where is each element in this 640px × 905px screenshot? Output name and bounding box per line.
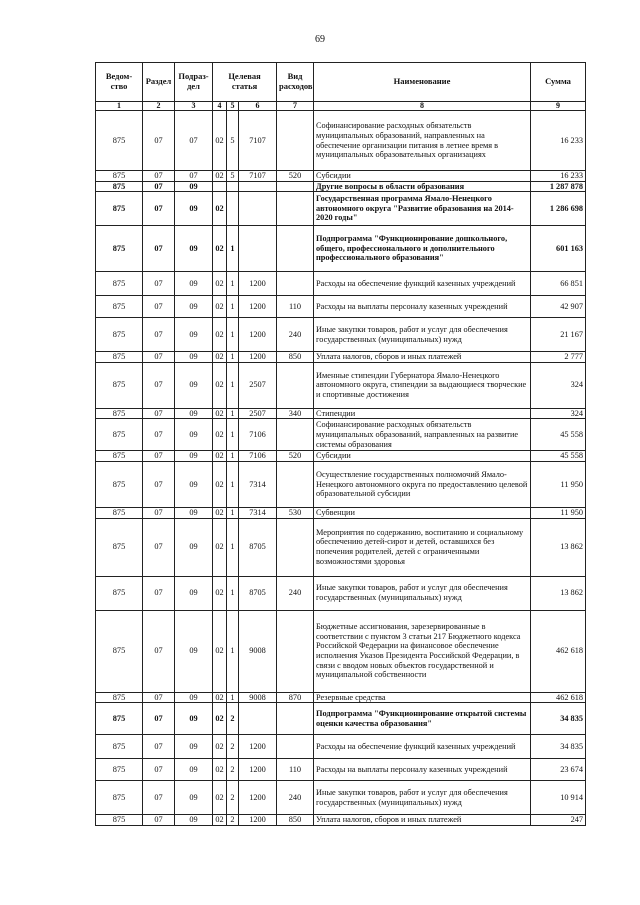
cell-target-code: 1200	[239, 296, 277, 318]
cell-expense-type	[277, 226, 314, 272]
cell-target-program: 02	[213, 610, 227, 692]
cell-ved: 875	[96, 171, 143, 182]
cell-expense-type	[277, 419, 314, 451]
cell-razdel: 07	[143, 692, 175, 703]
cell-name: Иные закупки товаров, работ и услуг для обеспечения государственных (муниципальных) нужд	[314, 781, 531, 815]
cell-expense-type	[277, 111, 314, 171]
cell-expense-type: 870	[277, 692, 314, 703]
cell-name: Иные закупки товаров, работ и услуг для обеспечения государственных (муниципальных) нужд	[314, 576, 531, 610]
cell-ved: 875	[96, 318, 143, 352]
cell-razdel: 07	[143, 111, 175, 171]
cell-ved: 875	[96, 461, 143, 507]
cell-target-program: 02	[213, 461, 227, 507]
cell-target-program: 02	[213, 735, 227, 759]
cell-target-code: 1200	[239, 735, 277, 759]
cell-podrazdel: 09	[175, 181, 213, 192]
cell-target-program: 02	[213, 226, 227, 272]
cell-podrazdel: 09	[175, 759, 213, 781]
table-row	[96, 507, 586, 518]
cell-target-subprogram: 2	[227, 759, 239, 781]
cell-target-subprogram: 5	[227, 171, 239, 182]
cell-sum: 247	[531, 815, 586, 826]
cell-podrazdel: 09	[175, 576, 213, 610]
table-row	[96, 518, 586, 576]
cell-name: Уплата налогов, сборов и иных платежей	[314, 815, 531, 826]
header-name: Наименование	[314, 63, 531, 102]
cell-sum: 66 851	[531, 272, 586, 296]
cell-razdel: 07	[143, 408, 175, 419]
cell-name: Именные стипендии Губернатора Ямало-Ненецкого автономного округа, стипендии за выдающиеся творческие и спортивные достижения	[314, 362, 531, 408]
cell-target-code: 1200	[239, 272, 277, 296]
cell-target-program: 02	[213, 815, 227, 826]
cell-razdel: 07	[143, 507, 175, 518]
cell-podrazdel: 09	[175, 451, 213, 462]
cell-podrazdel: 07	[175, 171, 213, 182]
cell-razdel: 07	[143, 419, 175, 451]
header-podrazdel: Подраз-дел	[175, 63, 213, 102]
cell-target-subprogram: 5	[227, 111, 239, 171]
cell-target-program: 02	[213, 692, 227, 703]
cell-ved: 875	[96, 507, 143, 518]
cell-target-program: 02	[213, 518, 227, 576]
table-row	[96, 815, 586, 826]
cell-sum: 11 950	[531, 507, 586, 518]
cell-name: Осуществление государственных полномочий Ямало-Ненецкого автономного округа по предоставлению целевой образовательной субсидии	[314, 461, 531, 507]
cell-sum: 45 558	[531, 451, 586, 462]
cell-target-subprogram: 1	[227, 352, 239, 363]
cell-ved: 875	[96, 735, 143, 759]
cell-podrazdel: 09	[175, 296, 213, 318]
cell-expense-type	[277, 362, 314, 408]
cell-razdel: 07	[143, 781, 175, 815]
table-row	[96, 192, 586, 226]
cell-podrazdel: 09	[175, 781, 213, 815]
cell-target-subprogram: 1	[227, 272, 239, 296]
cell-target-program: 02	[213, 296, 227, 318]
cell-expense-type	[277, 192, 314, 226]
cell-podrazdel: 09	[175, 815, 213, 826]
cell-expense-type	[277, 518, 314, 576]
cell-razdel: 07	[143, 318, 175, 352]
column-number: 6	[239, 102, 277, 111]
cell-podrazdel: 09	[175, 352, 213, 363]
cell-target-code: 8705	[239, 518, 277, 576]
column-number-row	[96, 102, 586, 111]
cell-podrazdel: 09	[175, 518, 213, 576]
cell-razdel: 07	[143, 226, 175, 272]
cell-target-subprogram	[227, 181, 239, 192]
cell-sum: 13 862	[531, 518, 586, 576]
cell-sum: 2 777	[531, 352, 586, 363]
header-sum: Сумма	[531, 63, 586, 102]
cell-expense-type: 110	[277, 759, 314, 781]
column-number: 1	[96, 102, 143, 111]
cell-razdel: 07	[143, 171, 175, 182]
cell-podrazdel: 09	[175, 362, 213, 408]
cell-target-code: 1200	[239, 759, 277, 781]
cell-expense-type: 240	[277, 318, 314, 352]
cell-name: Другие вопросы в области образования	[314, 181, 531, 192]
table-row	[96, 735, 586, 759]
cell-target-code	[239, 181, 277, 192]
cell-sum: 10 914	[531, 781, 586, 815]
cell-razdel: 07	[143, 576, 175, 610]
cell-target-subprogram: 2	[227, 735, 239, 759]
table-row	[96, 352, 586, 363]
cell-expense-type: 110	[277, 296, 314, 318]
cell-sum: 42 907	[531, 296, 586, 318]
cell-name: Расходы на выплаты персоналу казенных учреждений	[314, 296, 531, 318]
cell-podrazdel: 09	[175, 408, 213, 419]
cell-target-code	[239, 192, 277, 226]
cell-razdel: 07	[143, 461, 175, 507]
cell-name: Мероприятия по содержанию, воспитанию и социальному обеспечению детей-сирот и детей, оставшихся без попечения родителей, детей с ограниченными возможностями здоровья	[314, 518, 531, 576]
cell-name: Государственная программа Ямало-Ненецкого автономного округа "Развитие образования на 2014-2020 годы"	[314, 192, 531, 226]
cell-target-code	[239, 703, 277, 735]
cell-razdel: 07	[143, 192, 175, 226]
cell-expense-type	[277, 610, 314, 692]
cell-expense-type: 520	[277, 451, 314, 462]
cell-ved: 875	[96, 408, 143, 419]
cell-target-subprogram	[227, 192, 239, 226]
cell-ved: 875	[96, 226, 143, 272]
cell-podrazdel: 07	[175, 111, 213, 171]
cell-name: Субсидии	[314, 171, 531, 182]
column-number: 3	[175, 102, 213, 111]
cell-name: Подпрограмма "Функционирование дошкольного, общего, профессионального и дополнительного профессионального образования"	[314, 226, 531, 272]
cell-target-subprogram: 1	[227, 408, 239, 419]
cell-ved: 875	[96, 451, 143, 462]
cell-name: Стипендии	[314, 408, 531, 419]
cell-expense-type: 240	[277, 576, 314, 610]
cell-name: Субвенции	[314, 507, 531, 518]
cell-razdel: 07	[143, 296, 175, 318]
cell-ved: 875	[96, 192, 143, 226]
column-number: 2	[143, 102, 175, 111]
table-row	[96, 419, 586, 451]
cell-razdel: 07	[143, 451, 175, 462]
table-row	[96, 362, 586, 408]
cell-target-program	[213, 181, 227, 192]
cell-target-subprogram: 2	[227, 781, 239, 815]
cell-razdel: 07	[143, 362, 175, 408]
cell-expense-type	[277, 461, 314, 507]
cell-sum: 13 862	[531, 576, 586, 610]
cell-target-subprogram: 1	[227, 507, 239, 518]
cell-target-subprogram: 1	[227, 226, 239, 272]
cell-target-subprogram: 1	[227, 318, 239, 352]
cell-sum: 16 233	[531, 111, 586, 171]
cell-razdel: 07	[143, 352, 175, 363]
cell-ved: 875	[96, 692, 143, 703]
cell-ved: 875	[96, 352, 143, 363]
cell-sum: 34 835	[531, 703, 586, 735]
table-row	[96, 171, 586, 182]
cell-razdel: 07	[143, 610, 175, 692]
cell-name: Уплата налогов, сборов и иных платежей	[314, 352, 531, 363]
header-target-article: Целевая статья	[213, 63, 277, 102]
cell-razdel: 07	[143, 759, 175, 781]
cell-podrazdel: 09	[175, 610, 213, 692]
cell-target-code: 1200	[239, 352, 277, 363]
cell-target-program: 02	[213, 781, 227, 815]
cell-target-subprogram: 1	[227, 451, 239, 462]
cell-expense-type: 850	[277, 352, 314, 363]
cell-name: Иные закупки товаров, работ и услуг для обеспечения государственных (муниципальных) нужд	[314, 318, 531, 352]
cell-razdel: 07	[143, 181, 175, 192]
cell-razdel: 07	[143, 703, 175, 735]
cell-target-subprogram: 1	[227, 692, 239, 703]
table-row	[96, 408, 586, 419]
column-number: 9	[531, 102, 586, 111]
cell-target-code: 8705	[239, 576, 277, 610]
cell-target-code: 7106	[239, 419, 277, 451]
cell-target-code: 7107	[239, 171, 277, 182]
cell-target-code: 7107	[239, 111, 277, 171]
cell-ved: 875	[96, 181, 143, 192]
cell-target-subprogram: 1	[227, 362, 239, 408]
cell-expense-type: 340	[277, 408, 314, 419]
table-row	[96, 181, 586, 192]
cell-target-program: 02	[213, 408, 227, 419]
cell-podrazdel: 09	[175, 461, 213, 507]
cell-target-code: 7106	[239, 451, 277, 462]
cell-ved: 875	[96, 576, 143, 610]
cell-razdel: 07	[143, 735, 175, 759]
cell-expense-type	[277, 181, 314, 192]
cell-expense-type: 520	[277, 171, 314, 182]
cell-podrazdel: 09	[175, 318, 213, 352]
header-expense-type: Вид расходов	[277, 63, 314, 102]
table-row	[96, 703, 586, 735]
cell-podrazdel: 09	[175, 507, 213, 518]
cell-target-code: 2507	[239, 408, 277, 419]
column-number: 5	[227, 102, 239, 111]
cell-sum: 21 167	[531, 318, 586, 352]
cell-name: Резервные средства	[314, 692, 531, 703]
cell-ved: 875	[96, 518, 143, 576]
cell-name: Бюджетные ассигнования, зарезервированные в соответствии с пунктом 3 статьи 217 Бюджетного кодекса Российской Федерации на финансовое обеспечение исполнения Указов Президента Российской Федерации, в связи с вводом новых объектов государственной и муниципальной собственности	[314, 610, 531, 692]
cell-ved: 875	[96, 781, 143, 815]
table-row	[96, 781, 586, 815]
cell-razdel: 07	[143, 518, 175, 576]
cell-target-program: 02	[213, 451, 227, 462]
cell-sum: 23 674	[531, 759, 586, 781]
cell-ved: 875	[96, 272, 143, 296]
cell-target-subprogram: 1	[227, 461, 239, 507]
cell-expense-type: 240	[277, 781, 314, 815]
cell-expense-type: 530	[277, 507, 314, 518]
cell-podrazdel: 09	[175, 272, 213, 296]
cell-name: Расходы на обеспечение функций казенных учреждений	[314, 735, 531, 759]
table-row	[96, 692, 586, 703]
cell-expense-type: 850	[277, 815, 314, 826]
cell-target-subprogram: 1	[227, 296, 239, 318]
cell-ved: 875	[96, 296, 143, 318]
cell-name: Расходы на обеспечение функций казенных учреждений	[314, 272, 531, 296]
cell-sum: 11 950	[531, 461, 586, 507]
table-row	[96, 111, 586, 171]
cell-target-program: 02	[213, 352, 227, 363]
cell-target-code: 7314	[239, 507, 277, 518]
table-row	[96, 318, 586, 352]
table-row	[96, 461, 586, 507]
cell-podrazdel: 09	[175, 735, 213, 759]
header-razdel: Раздел	[143, 63, 175, 102]
cell-target-subprogram: 1	[227, 610, 239, 692]
budget-table	[95, 62, 586, 826]
cell-target-program: 02	[213, 759, 227, 781]
cell-target-subprogram: 1	[227, 518, 239, 576]
table-row	[96, 451, 586, 462]
cell-target-code: 9008	[239, 610, 277, 692]
cell-target-program: 02	[213, 272, 227, 296]
cell-ved: 875	[96, 703, 143, 735]
cell-ved: 875	[96, 610, 143, 692]
cell-sum: 601 163	[531, 226, 586, 272]
cell-target-program: 02	[213, 171, 227, 182]
cell-target-program: 02	[213, 318, 227, 352]
cell-podrazdel: 09	[175, 692, 213, 703]
column-number: 8	[314, 102, 531, 111]
cell-ved: 875	[96, 815, 143, 826]
cell-target-code: 9008	[239, 692, 277, 703]
cell-sum: 34 835	[531, 735, 586, 759]
table-row	[96, 610, 586, 692]
cell-name: Подпрограмма "Функционирование открытой системы оценки качества образования"	[314, 703, 531, 735]
cell-podrazdel: 09	[175, 703, 213, 735]
cell-expense-type	[277, 703, 314, 735]
column-number: 7	[277, 102, 314, 111]
cell-target-program: 02	[213, 507, 227, 518]
cell-target-code: 1200	[239, 815, 277, 826]
cell-target-subprogram: 1	[227, 576, 239, 610]
cell-sum: 324	[531, 362, 586, 408]
cell-target-subprogram: 1	[227, 419, 239, 451]
cell-ved: 875	[96, 362, 143, 408]
cell-target-subprogram: 2	[227, 815, 239, 826]
column-number: 4	[213, 102, 227, 111]
table-row	[96, 272, 586, 296]
cell-target-program: 02	[213, 703, 227, 735]
cell-target-program: 02	[213, 111, 227, 171]
cell-sum: 16 233	[531, 171, 586, 182]
table-row	[96, 759, 586, 781]
page-number: 69	[315, 34, 325, 45]
cell-sum: 1 287 878	[531, 181, 586, 192]
cell-sum: 462 618	[531, 692, 586, 703]
cell-target-program: 02	[213, 192, 227, 226]
cell-target-subprogram: 2	[227, 703, 239, 735]
cell-name: Софинансирование расходных обязательств муниципальных образований, направленных на обеспечение организации питания в летнее время в муниципальных образовательных организациях	[314, 111, 531, 171]
cell-podrazdel: 09	[175, 226, 213, 272]
cell-target-code: 1200	[239, 781, 277, 815]
cell-target-code: 2507	[239, 362, 277, 408]
cell-target-code	[239, 226, 277, 272]
cell-ved: 875	[96, 111, 143, 171]
cell-ved: 875	[96, 759, 143, 781]
cell-expense-type	[277, 272, 314, 296]
cell-target-code: 7314	[239, 461, 277, 507]
table-row	[96, 296, 586, 318]
cell-expense-type	[277, 735, 314, 759]
cell-sum: 45 558	[531, 419, 586, 451]
cell-podrazdel: 09	[175, 192, 213, 226]
table-row	[96, 226, 586, 272]
cell-target-program: 02	[213, 362, 227, 408]
cell-podrazdel: 09	[175, 419, 213, 451]
cell-sum: 324	[531, 408, 586, 419]
cell-target-program: 02	[213, 576, 227, 610]
cell-name: Софинансирование расходных обязательств муниципальных образований, направленных на развитие системы образования	[314, 419, 531, 451]
cell-ved: 875	[96, 419, 143, 451]
header-row	[96, 63, 586, 102]
table-row	[96, 576, 586, 610]
cell-name: Субсидии	[314, 451, 531, 462]
table-body	[96, 111, 586, 826]
cell-target-code: 1200	[239, 318, 277, 352]
cell-razdel: 07	[143, 815, 175, 826]
cell-target-program: 02	[213, 419, 227, 451]
cell-name: Расходы на выплаты персоналу казенных учреждений	[314, 759, 531, 781]
cell-sum: 1 286 698	[531, 192, 586, 226]
cell-razdel: 07	[143, 272, 175, 296]
header-ved: Ведом-ство	[96, 63, 143, 102]
cell-sum: 462 618	[531, 610, 586, 692]
